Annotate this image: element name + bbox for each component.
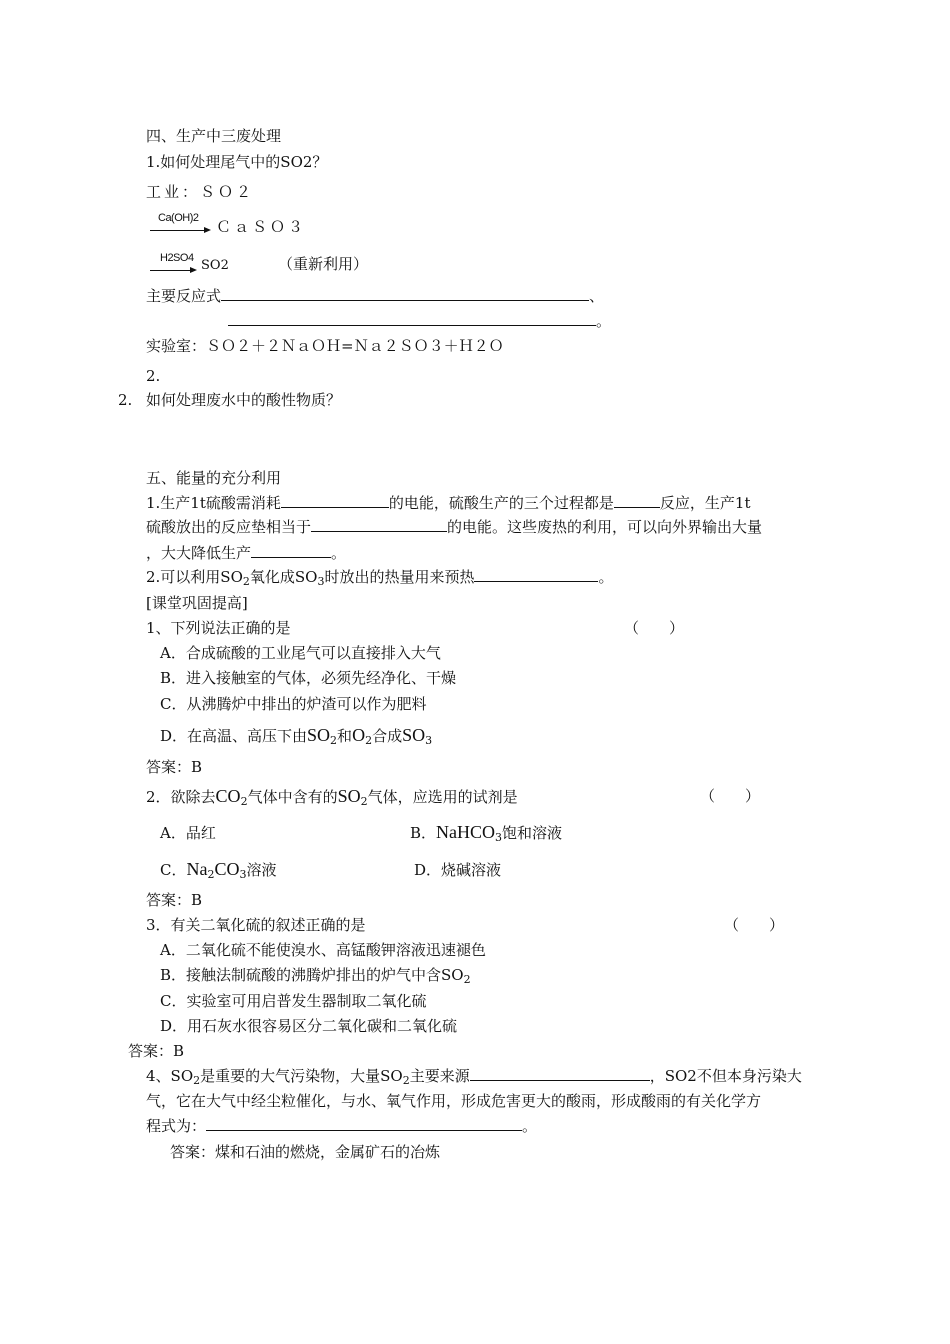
industry-label: 工业：	[146, 183, 201, 201]
product-caso3: ＣａＳＯ３	[216, 218, 307, 236]
product-so2: SO2	[201, 258, 229, 273]
q1-option-a: A．合成硫酸的工业尾气可以直接排入大气	[160, 644, 441, 662]
lab-equation: 实验室：ＳＯ２＋２ＮａＯＨ=Ｎａ２ＳＯ３＋Ｈ２Ｏ	[146, 337, 504, 355]
reuse-note: （重新利用）	[278, 255, 369, 273]
energy-para-line-1: 1.生产1t硫酸需消耗 的电能，硫酸生产的三个过程都是 反应，生产1t	[146, 494, 751, 512]
q1-answer: 答案：B	[146, 758, 203, 776]
question-acid-wastewater: 如何处理废水中的酸性物质？	[146, 391, 342, 409]
q4-line-2: 气，它在大气中经尘粒催化，与水、氧气作用，形成危害更大的酸雨，形成酸雨的有关化学方	[146, 1092, 762, 1110]
blank-heat-equivalent[interactable]	[311, 517, 447, 532]
question-so2-tail-gas: 1.如何处理尾气中的SO2？	[146, 153, 328, 171]
q3-option-a: A．二氧化硫不能使溴水、高锰酸钾溶液迅速褪色	[160, 941, 486, 959]
main-equation-label: 主要反应式	[146, 287, 222, 305]
reaction-arrow-caoh2: Ca(OH)2	[150, 212, 210, 236]
blank-so2-source[interactable]	[470, 1066, 650, 1081]
q3-answer-paren: （ ）	[724, 916, 785, 934]
section4-title: 四、生产中三废处理	[146, 127, 282, 145]
q1-option-b: B．进入接触室的气体，必须先经净化、干燥	[160, 669, 457, 687]
q3-option-d: D．用石灰水很容易区分二氧化碳和二氧化硫	[160, 1017, 458, 1035]
blank-acid-rain-equation[interactable]	[206, 1116, 522, 1131]
question-2-number: 2.	[118, 391, 133, 409]
q2-option-a: A．品红	[160, 824, 216, 842]
industry-so2: ＳＯ２	[200, 183, 255, 201]
section5-title: 五、能量的充分利用	[146, 469, 282, 487]
energy-para-line-2: 硫酸放出的反应垫相当于 的电能。这些废热的利用，可以向外界输出大量	[146, 518, 763, 536]
blank-preheat[interactable]	[474, 567, 598, 582]
q2-option-c: C．$Na_2CO_3$溶液	[160, 859, 277, 881]
energy-para-2: 2.可以利用$SO_2$氧化成$SO_3$时放出的热量用来预热 。	[146, 568, 614, 588]
main-equation-blank-1[interactable]	[221, 286, 589, 301]
item-number-2: 2.	[146, 367, 161, 385]
q4-line-1: 4、$SO_2$是重要的大气污染物，大量$SO_2$主要来源 ，SO2不但本身污染大	[146, 1067, 802, 1087]
blank-production-cost[interactable]	[251, 543, 331, 558]
blank-reaction-type[interactable]	[614, 493, 660, 508]
main-equation-line: 主要反应式 、	[146, 287, 605, 305]
q4-line-3: 程式为： 。	[146, 1117, 538, 1135]
q1-option-d: D．在高温、高压下由$SO_2$和$O_2$合成$SO_3$	[160, 725, 433, 747]
energy-para-line-3: ，大大降低生产 。	[146, 544, 347, 562]
q1-answer-paren: （ ）	[624, 619, 685, 637]
q3-option-c: C．实验室可用启普发生器制取二氧化硫	[160, 992, 427, 1010]
q2-answer: 答案：B	[146, 891, 203, 909]
main-equation-line-2: 。	[228, 311, 611, 331]
q3-option-b: B．接触法制硫酸的沸腾炉排出的炉气中含$SO_2$	[160, 966, 471, 986]
q2-answer-paren: （ ）	[700, 787, 761, 805]
q2-option-b: B．NaHCO$_3$饱和溶液	[410, 822, 563, 844]
q4-answer: 答案：煤和石油的燃烧，金属矿石的冶炼	[170, 1143, 441, 1161]
reaction-arrow-h2so4: H2SO4	[150, 252, 200, 276]
review-heading: [课堂巩固提高]	[146, 594, 248, 612]
q1-option-c: C．从沸腾炉中排出的炉渣可以作为肥料	[160, 695, 427, 713]
industry-line	[146, 182, 254, 202]
q3-stem: 3．有关二氧化硫的叙述正确的是	[146, 916, 366, 934]
q2-stem: 2．欲除去$CO_2$气体中含有的$SO_2$气体，应选用的试剂是	[146, 786, 518, 808]
blank-electricity[interactable]	[281, 493, 389, 508]
main-equation-blank-2[interactable]	[228, 311, 596, 326]
q3-answer: 答案：B	[128, 1042, 185, 1060]
q1-stem: 1、下列说法正确的是	[146, 619, 291, 637]
q2-option-d: D．烧碱溶液	[414, 861, 502, 879]
